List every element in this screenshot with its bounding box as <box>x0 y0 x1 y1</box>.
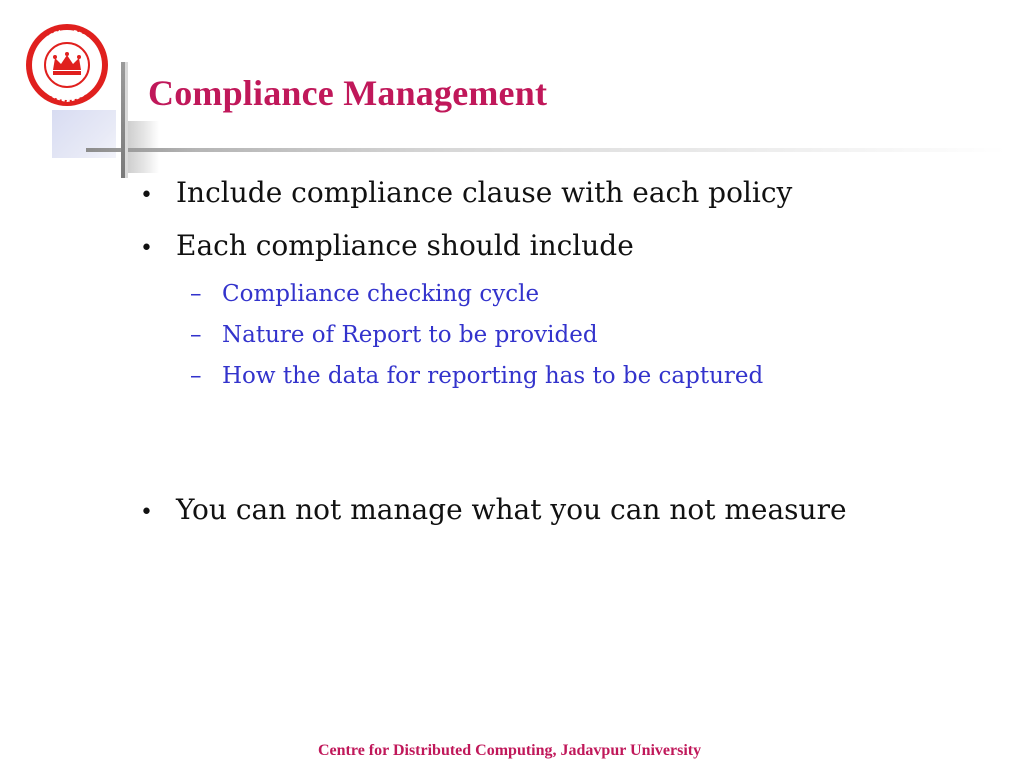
sub-bullet-marker: – <box>190 363 202 389</box>
sub-bullet-item <box>190 274 1000 315</box>
bullet-item <box>140 168 1000 221</box>
slide-body <box>140 168 1000 538</box>
sub-bullet-marker: – <box>190 322 202 348</box>
bullet-text: Include compliance clause with each policy <box>176 176 793 209</box>
bullet-text: Each compliance should include <box>176 229 634 262</box>
bullet-marker: • <box>140 183 153 208</box>
slide-footer: Centre for Distributed Computing, Jadavpur University <box>318 742 702 759</box>
sub-bullet-marker: – <box>190 281 202 307</box>
title-underline-rule <box>86 148 1006 152</box>
bullet-text: You can not manage what you can not measure <box>176 493 847 526</box>
decorative-vertical-rule-shadow <box>125 62 128 178</box>
university-seal-icon <box>20 22 114 108</box>
decorative-shade-block <box>123 121 159 173</box>
bullet-item <box>140 485 1000 538</box>
bullet-marker: • <box>140 500 153 525</box>
sub-bullet-item <box>190 356 1000 397</box>
slide-title: Compliance Management <box>148 73 548 113</box>
bullet-item <box>140 221 1000 274</box>
sub-bullet-text: Nature of Report to be provided <box>222 322 598 348</box>
bullet-marker: • <box>140 236 153 261</box>
spacer <box>140 397 1000 485</box>
sub-bullet-text: How the data for reporting has to be captured <box>222 363 764 389</box>
sub-bullet-item <box>190 315 1000 356</box>
sub-bullet-text: Compliance checking cycle <box>222 281 540 307</box>
